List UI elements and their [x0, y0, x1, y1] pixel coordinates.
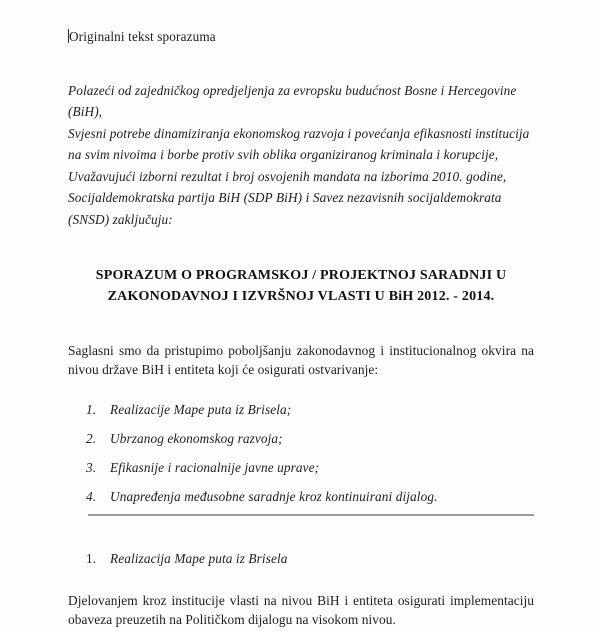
- spacer: [68, 307, 534, 341]
- list-item-text: Realizacija Mape puta iz Brisela: [110, 550, 288, 566]
- list-item-text: Efikasnije i racionalnije javne uprave;: [110, 460, 320, 476]
- list-item: [68, 401, 534, 420]
- intro-paragraph: Saglasni smo da pristupimo poboljšanju zakonodavnog i institucionalnog okvira na nivou države BiH i entiteta koji će osigurati ostvarivanje:: [68, 342, 534, 377]
- list-item-marker: 1.: [86, 550, 97, 566]
- spacer: [68, 569, 534, 591]
- list-item-text: Ubrzanog ekonomskog razvoja;: [110, 431, 283, 447]
- preamble-block: [68, 80, 534, 231]
- preamble-line-7: (SNSD) zaključuju:: [68, 212, 173, 227]
- spacer: [68, 507, 534, 514]
- document-heading-text: Originalni tekst sporazuma: [69, 29, 216, 44]
- document-content: [68, 28, 534, 630]
- agreement-title: [68, 265, 534, 307]
- preamble-line-6: Socijaldemokratska partija BiH (SDP BiH) i Savez nezavisnih socijaldemokrata: [68, 190, 502, 206]
- spacer: [68, 46, 534, 80]
- list-item: [68, 430, 534, 449]
- closing-paragraph: Djelovanjem kroz institucije vlasti na nivou BiH i entiteta osigurati implementaciju obaveza preuzetih na Političkom dijalogu na visokom nivou.: [68, 592, 534, 628]
- list-item: [68, 550, 534, 569]
- preamble-line-5: Uvažavujući izborni rezultat i broj osvojenih mandata na izborima 2010. godine,: [68, 168, 507, 184]
- text-caret: [68, 29, 69, 43]
- goals-list: [68, 401, 534, 507]
- preamble-line-3: Svjesni potrebe dinamiziranja ekonomskog razvoja i povećanja efikasnosti institucija: [68, 125, 530, 141]
- spacer: [68, 379, 534, 401]
- list-item: [68, 459, 534, 478]
- list-item: [68, 488, 534, 507]
- agreement-title-line-1: SPORAZUM O PROGRAMSKOJ / PROJEKTNOJ SARADNJI U: [95, 267, 507, 283]
- spacer: [68, 516, 534, 550]
- list-item-marker: 1.: [86, 402, 97, 418]
- section-list: [68, 550, 534, 569]
- preamble-line-2: (BiH),: [68, 104, 103, 120]
- list-item-marker: 2.: [86, 431, 97, 447]
- list-item-marker: 3.: [86, 460, 97, 476]
- list-item-text: Realizacije Mape puta iz Brisela;: [110, 402, 292, 418]
- spacer: [68, 231, 534, 265]
- list-item-text: Unapređenja međusobne saradnje kroz kontinuirani dijalog.: [110, 489, 438, 505]
- preamble-line-1: Polazeći od zajedničkog opredjeljenja za evropsku budućnost Bosne i Hercegovine: [68, 82, 517, 98]
- agreement-title-line-2: ZAKONODAVNOJ I IZVRŠNOJ VLASTI U BiH 2012. - 2014.: [107, 288, 495, 304]
- list-item-marker: 4.: [86, 489, 97, 505]
- preamble-line-4: na svim nivoima i borbe protiv svih oblika organiziranog kriminala i korupcije,: [68, 147, 499, 163]
- document-heading-line: [68, 28, 534, 46]
